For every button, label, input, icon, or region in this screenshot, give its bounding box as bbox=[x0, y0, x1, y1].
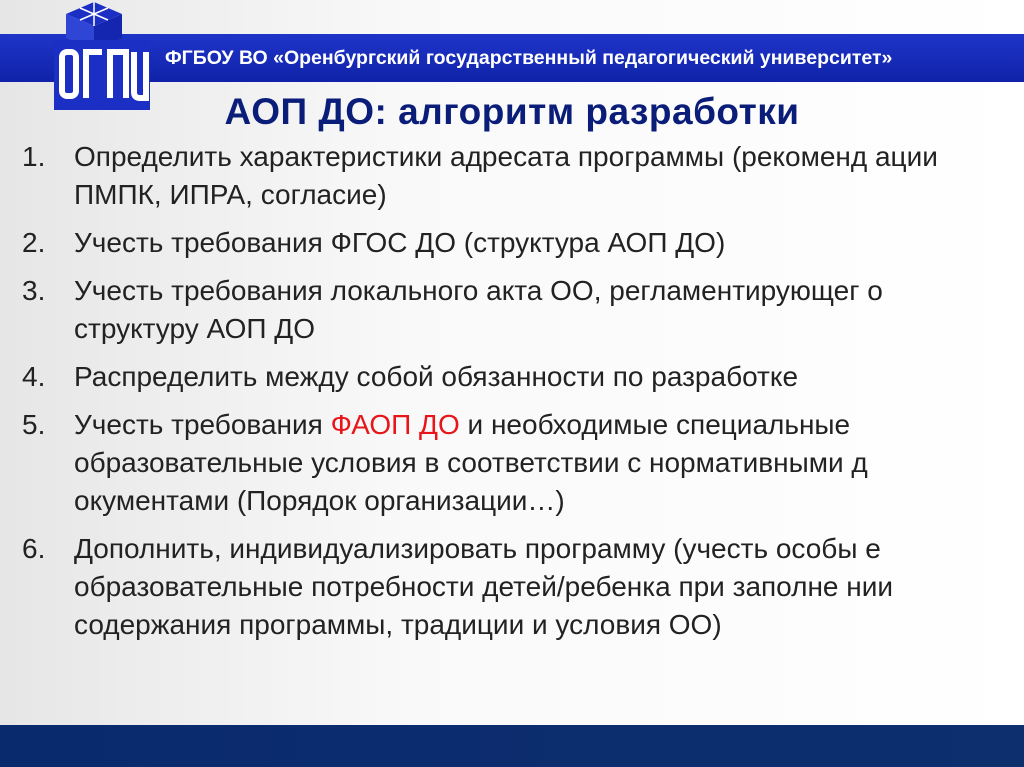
footer-bar bbox=[0, 725, 1024, 767]
step-number: 6. bbox=[22, 533, 46, 564]
algorithm-steps bbox=[22, 138, 1012, 654]
step-item bbox=[22, 358, 1012, 396]
institution-name: ФГБОУ ВО «Оренбургский государственный педагогический университет» bbox=[165, 47, 893, 69]
step-text bbox=[74, 406, 1012, 520]
step-item bbox=[22, 530, 1012, 644]
step-number: 5. bbox=[22, 409, 46, 440]
step-item bbox=[22, 224, 1012, 262]
step-text: Учесть требования локального акта ОО, регламентирующег о структуру АОП ДО bbox=[74, 275, 883, 344]
slide-title: АОП ДО: алгоритм разработки bbox=[224, 91, 800, 132]
step-text: Учесть требования ФГОС ДО (структура АОП ДО) bbox=[74, 227, 726, 258]
step-text-after: и необходимые специальные образовательные условия в соответствии с нормативными д окументами (Порядок организации…) bbox=[74, 409, 868, 516]
step-text: Определить характеристики адресата программы (рекоменд ации ПМПК, ИПРА, согласие) bbox=[74, 141, 938, 210]
step-number: 3. bbox=[22, 275, 46, 306]
step-number: 2. bbox=[22, 227, 46, 258]
step-item bbox=[22, 406, 1012, 520]
step-text: Распределить между собой обязанности по разработке bbox=[74, 361, 799, 392]
step-number: 4. bbox=[22, 361, 46, 392]
step-text: Дополнить, индивидуализировать программу (учесть особы е образовательные потребности детей/ребенка при заполне нии содержания программы, традиции и условия ОО) bbox=[74, 533, 894, 640]
faop-highlight: ФАОП ДО bbox=[330, 409, 460, 440]
step-text-before: Учесть требования bbox=[74, 409, 331, 440]
step-item bbox=[22, 138, 1012, 214]
step-number: 1. bbox=[22, 141, 46, 172]
step-item bbox=[22, 272, 1012, 348]
